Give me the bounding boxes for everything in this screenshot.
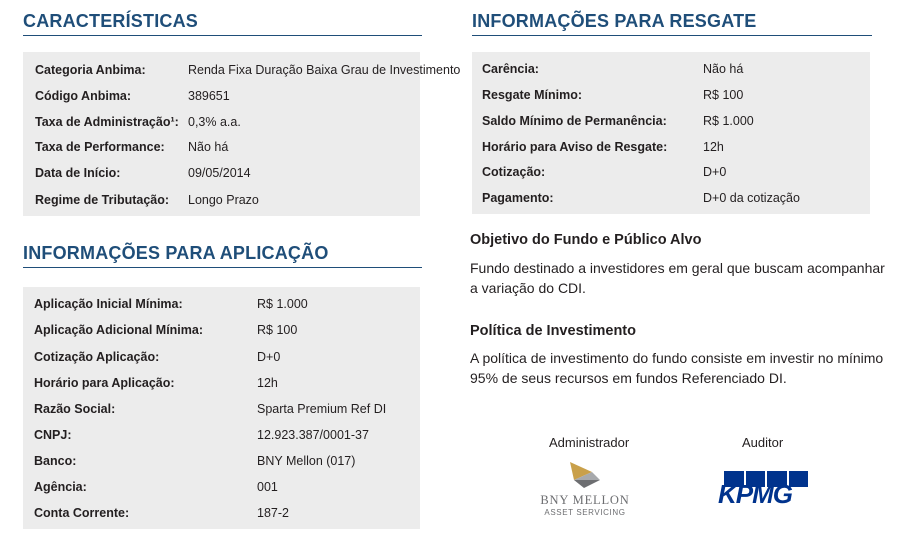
politica-title: Política de Investimento bbox=[470, 323, 636, 339]
row-label: Cotização Aplicação: bbox=[34, 350, 160, 364]
resgate-panel bbox=[472, 52, 870, 214]
row-label: Data de Início: bbox=[35, 166, 121, 180]
bny-mellon-subtitle: ASSET SERVICING bbox=[544, 508, 626, 517]
row-value: Sparta Premium Ref DI bbox=[257, 402, 387, 416]
row-label: Banco: bbox=[34, 454, 77, 468]
row-label: Taxa de Performance: bbox=[35, 140, 165, 154]
row-value: 12h bbox=[703, 140, 724, 154]
row-value: Renda Fixa Duração Baixa Grau de Investimento bbox=[188, 63, 461, 77]
row-value: R$ 1.000 bbox=[257, 297, 308, 311]
objetivo-text-line-2: a variação do CDI. bbox=[470, 280, 586, 296]
auditor-caption: Auditor bbox=[742, 435, 784, 450]
bny-mellon-mark-icon bbox=[530, 458, 640, 492]
row-value: 12h bbox=[257, 376, 278, 390]
row-label: Resgate Mínimo: bbox=[482, 88, 583, 102]
row-label: Conta Corrente: bbox=[34, 506, 130, 520]
row-value: 0,3% a.a. bbox=[188, 115, 241, 129]
row-value: 389651 bbox=[188, 89, 230, 103]
row-label: Horário para Aviso de Resgate: bbox=[482, 140, 668, 154]
row-label: Razão Social: bbox=[34, 402, 116, 416]
row-label: Agência: bbox=[34, 480, 87, 494]
row-value: R$ 100 bbox=[257, 323, 298, 337]
row-label: Cotização: bbox=[482, 165, 546, 179]
row-value: R$ 100 bbox=[703, 88, 744, 102]
aplicacao-panel bbox=[23, 287, 420, 529]
row-label: Aplicação Adicional Mínima: bbox=[34, 323, 204, 337]
caracteristicas-panel bbox=[23, 52, 461, 216]
row-label: Taxa de Administração¹: bbox=[35, 115, 179, 129]
row-label: Carência: bbox=[482, 62, 539, 76]
row-label: Saldo Mínimo de Permanência: bbox=[482, 114, 667, 128]
resgate-title: INFORMAÇÕES PARA RESGATE bbox=[472, 10, 872, 36]
row-value: 12.923.387/0001-37 bbox=[257, 428, 369, 442]
row-label: Pagamento: bbox=[482, 191, 554, 205]
aplicacao-title: INFORMAÇÕES PARA APLICAÇÃO bbox=[23, 242, 422, 268]
administrador-caption: Administrador bbox=[549, 435, 630, 450]
row-label: Código Anbima: bbox=[35, 89, 132, 103]
kpmg-logo bbox=[718, 471, 808, 507]
row-label: CNPJ: bbox=[34, 428, 72, 442]
row-label: Categoria Anbima: bbox=[35, 63, 146, 77]
objetivo-title: Objetivo do Fundo e Público Alvo bbox=[470, 232, 702, 248]
row-value: Longo Prazo bbox=[188, 193, 259, 207]
row-value: D+0 bbox=[257, 350, 281, 364]
bny-mellon-name: BNY MELLON bbox=[540, 493, 630, 507]
row-value: Não há bbox=[188, 140, 229, 154]
row-label: Regime de Tributação: bbox=[35, 193, 170, 207]
row-value: Não há bbox=[703, 62, 744, 76]
row-value: R$ 1.000 bbox=[703, 114, 754, 128]
row-label: Aplicação Inicial Mínima: bbox=[34, 297, 183, 311]
row-value: 001 bbox=[257, 480, 278, 494]
politica-text-line-2: 95% de seus recursos em fundos Referenciado DI. bbox=[470, 370, 787, 386]
objetivo-text-line-1: Fundo destinado a investidores em geral que buscam acompanhar bbox=[470, 260, 885, 276]
row-value: 187-2 bbox=[257, 506, 289, 520]
row-value: D+0 bbox=[703, 165, 727, 179]
row-value: 09/05/2014 bbox=[188, 166, 251, 180]
politica-text-line-1: A política de investimento do fundo consiste em investir no mínimo bbox=[470, 350, 884, 366]
kpmg-wordmark: KPMG bbox=[718, 479, 792, 509]
row-value: D+0 da cotização bbox=[703, 191, 800, 205]
row-label: Horário para Aplicação: bbox=[34, 376, 175, 390]
bny-mellon-logo bbox=[530, 458, 640, 520]
row-value: BNY Mellon (017) bbox=[257, 454, 356, 468]
caracteristicas-title: CARACTERÍSTICAS bbox=[23, 10, 422, 36]
